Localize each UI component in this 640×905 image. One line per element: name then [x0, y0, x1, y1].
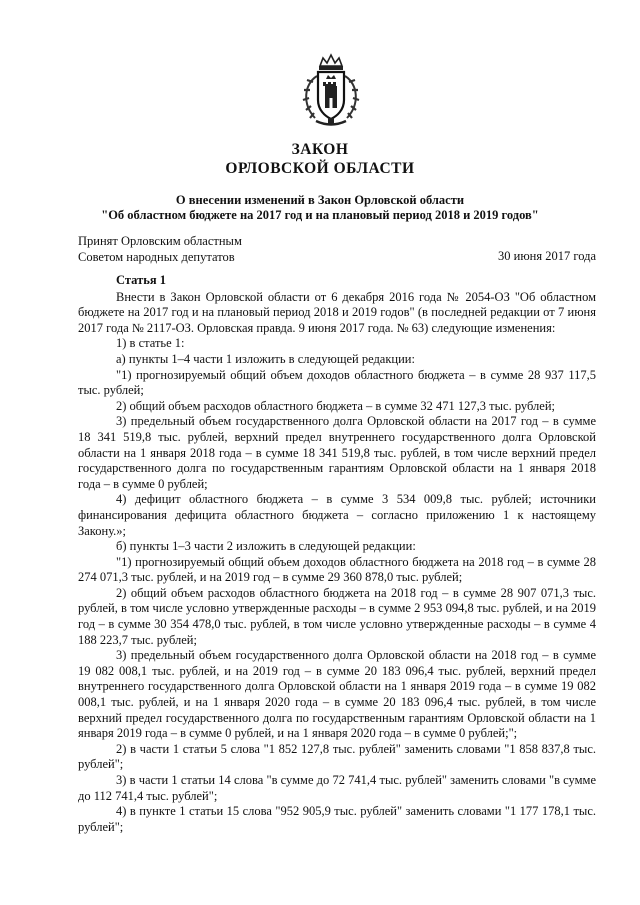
- orel-coat-of-arms-icon: [296, 52, 366, 132]
- paragraph: 4) в пункте 1 статьи 15 слова "952 905,9 тыс. рублей" заменить словами "1 177 178,1 тыс. рублей";: [78, 804, 596, 834]
- article-heading: Статья 1: [116, 273, 166, 287]
- law-body: [78, 273, 596, 835]
- paragraph: 4) дефицит областного бюджета – в сумме 3 534 009,8 тыс. рублей; источники финансирования дефицита областного бюджета – согласно приложению 1 к настоящему Закону.»;: [78, 492, 596, 538]
- adoption-line2: Советом народных депутатов: [78, 250, 235, 264]
- law-subtitle-line2: "Об областном бюджете на 2017 год и на плановый период 2018 и 2019 годов": [101, 208, 539, 222]
- paragraph: б) пункты 1–3 части 2 изложить в следующей редакции:: [116, 539, 416, 554]
- paragraph: 3) предельный объем государственного долга Орловской области на 2017 год – в сумме 18 341 519,8 тыс. рублей, верхний предел внутреннего государственного долга Орловской области на 1 января 2018 года – в сумме 18 341 519,8 тыс. рублей, в том числе верхний предел государственного долга по государственным гарантиям Орловской области на 1 января 2018 года – в сумме 0 рублей;: [78, 414, 596, 491]
- adoption-info: [78, 233, 242, 265]
- paragraph: "1) прогнозируемый общий объем доходов областного бюджета – в сумме 28 937 117,5 тыс. рублей;: [78, 367, 596, 398]
- law-region-title: ОРЛОВСКОЙ ОБЛАСТИ: [225, 160, 415, 177]
- paragraph: "1) прогнозируемый общий объем доходов областного бюджета на 2018 год – в сумме 28 274 071,3 тыс. рублей, и на 2019 год – в сумме 29 360 878,0 тыс. рублей;: [78, 554, 596, 585]
- paragraph: 2) в части 1 статьи 5 слова "1 852 127,8 тыс. рублей" заменить словами "1 858 837,8 тыс. рублей";: [78, 741, 596, 772]
- paragraph: а) пункты 1–4 части 1 изложить в следующей редакции:: [116, 351, 415, 366]
- paragraph: 3) в части 1 статьи 14 слова "в сумме до 72 741,4 тыс. рублей" заменить словами "в сумме до 112 741,4 тыс. рублей";: [78, 773, 596, 803]
- adoption-line1: Принят Орловским областным: [78, 234, 242, 248]
- paragraph: 2) общий объем расходов областного бюджета на 2018 год – в сумме 28 907 071,3 тыс. рублей, в том числе условно утвержденные расходы – в сумме 2 953 094,8 тыс. рублей, и на 2019 год – в сумме 30 354 478,0 тыс. рублей, в том числе условно утвержденные расходы – в сумме 4 188 223,7 тыс. рублей;: [78, 585, 596, 647]
- paragraph: 2) общий объем расходов областного бюджета – в сумме 32 471 127,3 тыс. рублей;: [116, 398, 556, 413]
- adoption-date: 30 июня 2017 года: [498, 249, 596, 263]
- paragraph: Внести в Закон Орловской области от 6 декабря 2016 года № 2054-ОЗ "Об областном бюджете на 2017 год и на плановый период 2018 и 2019 годов" (в последней редакции от 7 июня 2017 года № 2117-ОЗ. Орловская правда. 9 июня 2017 года. № 63) следующие изменения:: [78, 289, 596, 335]
- law-subtitle-line1: О внесении изменений в Закон Орловской области: [175, 193, 465, 207]
- law-title: ЗАКОН: [291, 141, 349, 158]
- paragraph: 1) в статье 1:: [116, 336, 185, 351]
- paragraph: 3) предельный объем государственного долга Орловской области на 2018 год – в сумме 19 082 008,1 тыс. рублей, и на 2019 год – в сумме 20 183 096,4 тыс. рублей, верхний предел внутреннего государственного долга Орловской области на 1 января 2019 года – в сумме 19 082 008,1 тыс. рублей, и на 1 января 2020 года – в сумме 20 183 096,4 тыс. рублей, в том числе верхний предел государственного долга по государственным гарантиям Орловской области на 1 января 2019 года – в сумме 0 рублей, и на 1 января 2020 года – в сумме 0 рублей;";: [78, 648, 596, 741]
